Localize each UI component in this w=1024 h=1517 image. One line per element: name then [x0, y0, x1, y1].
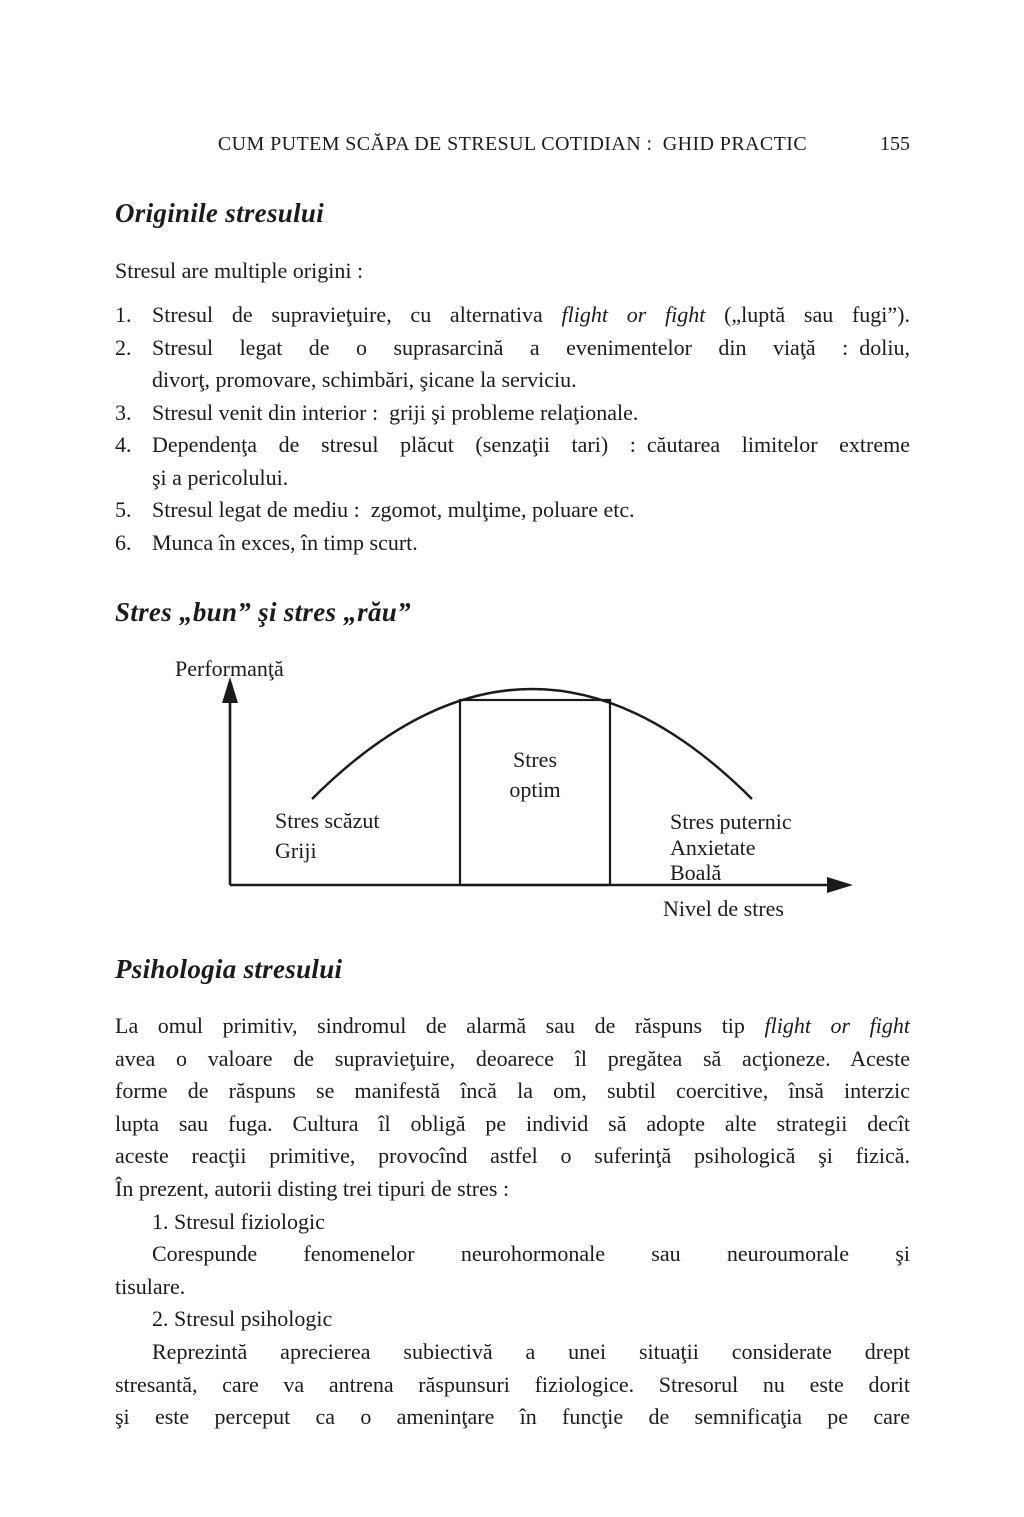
text-line: forme de răspuns se manifestă încă la om, subtil coercitive, însă interzic: [115, 1078, 910, 1104]
zone-high-stress-label: Stres puternic: [670, 809, 792, 834]
paragraph: [115, 1336, 910, 1434]
section-heading-good-bad-stress: Stres „bun” şi stres „rău”: [115, 597, 411, 627]
list-item-text: [152, 429, 910, 494]
list-item-text: [152, 397, 910, 430]
section-heading-origins: Originile stresului: [115, 198, 325, 228]
list-item-number: 5.: [115, 497, 132, 522]
text-line: aceste reacţii primitive, provocînd astfel o suferinţă psihologică şi fizică.: [115, 1143, 910, 1169]
list-item-text: [152, 332, 910, 397]
section-heading-psychology: Psihologia stresului: [115, 954, 343, 984]
list-item-text: [152, 494, 910, 527]
zone-high-stress-sublabel-1: Anxietate: [670, 835, 756, 860]
list-item-text: [152, 299, 910, 332]
origins-list: [115, 299, 910, 559]
y-axis-label: Performanţă: [175, 656, 284, 681]
header-title: CUM PUTEM SCĂPA DE STRESUL COTIDIAN : GHID PRACTIC: [217, 133, 808, 155]
paragraph: [115, 1010, 910, 1206]
list-item-number: 4.: [115, 432, 132, 457]
text-line: stresantă, care va antrena răspunsuri fiziologice. Stresorul nu este dorit: [115, 1371, 910, 1397]
list-item-number: 2.: [115, 334, 132, 360]
list-item-text: [152, 527, 910, 560]
running-header: [115, 132, 910, 156]
zone-optimal-stress-sublabel: optim: [509, 777, 561, 802]
list-item-number: 3.: [115, 399, 132, 425]
list-item-number: 1.: [115, 302, 132, 327]
origins-intro: Stresul are multiple origini :: [115, 258, 364, 283]
stress-curve-chart: [115, 647, 910, 922]
text-line: Stresul de supravieţuire, cu alternativa flight or fight („luptă sau fugi”).: [152, 302, 910, 327]
text-line: 1. Stresul fiziologic: [152, 1208, 325, 1234]
text-line: Stresul venit din interior : griji şi probleme relaţionale.: [152, 399, 639, 425]
list-item: [115, 494, 910, 527]
paragraph: [115, 1206, 910, 1239]
zone-low-stress-label: Stres scăzut: [275, 808, 380, 833]
list-item: [115, 527, 910, 560]
list-item: [115, 397, 910, 430]
zone-low-stress-sublabel: Griji: [275, 838, 317, 863]
text-line: avea o valoare de supravieţuire, deoarece îl pregătea să acţioneze. Aceste: [115, 1045, 910, 1071]
text-line: Munca în exces, în timp scurt.: [152, 529, 418, 555]
text-line: La omul primitiv, sindromul de alarmă sau de răspuns tip flight or fight: [115, 1013, 910, 1038]
text-line: Dependenţa de stresul plăcut (senzaţii tari) : căutarea limitelor extreme: [152, 432, 910, 457]
x-axis-arrow-icon: [827, 877, 853, 893]
text-line: 2. Stresul psihologic: [152, 1306, 333, 1332]
text-line: În prezent, autorii disting trei tipuri de stres :: [115, 1175, 510, 1201]
zone-optimal-stress-label: Stres: [513, 747, 557, 772]
stress-performance-diagram: [115, 647, 910, 922]
zone-high-stress-sublabel-2: Boală: [670, 860, 722, 885]
text-line: Stresul legat de o suprasarcină a evenimentelor din viaţă : doliu,: [152, 334, 910, 360]
text-line: tisulare.: [115, 1273, 186, 1299]
text-line: Reprezintă aprecierea subiectivă a unei situaţii considerate drept: [152, 1338, 910, 1364]
text-line: Corespunde fenomenelor neurohormonale sau neuroumorale şi: [152, 1241, 910, 1267]
x-axis-label: Nivel de stres: [663, 896, 784, 921]
paragraph: [115, 1238, 910, 1303]
text-line: lupta sau fuga. Cultura îl obligă pe individ să adopte alte strategii decît: [115, 1110, 910, 1136]
body-paragraphs: [115, 1010, 910, 1434]
text-line: divorţ, promovare, schimbări, şicane la serviciu.: [152, 367, 577, 392]
list-item-number: 6.: [115, 529, 132, 555]
list-item: [115, 332, 910, 397]
page-number: 155: [880, 133, 910, 155]
list-item: [115, 299, 910, 332]
text-line: şi este perceput ca o ameninţare în funcţie de semnificaţia pe care: [115, 1404, 910, 1430]
paragraph: [115, 1303, 910, 1336]
text-line: Stresul legat de mediu : zgomot, mulţime, poluare etc.: [152, 497, 635, 522]
text-line: şi a pericolului.: [152, 464, 289, 490]
list-item: [115, 429, 910, 494]
